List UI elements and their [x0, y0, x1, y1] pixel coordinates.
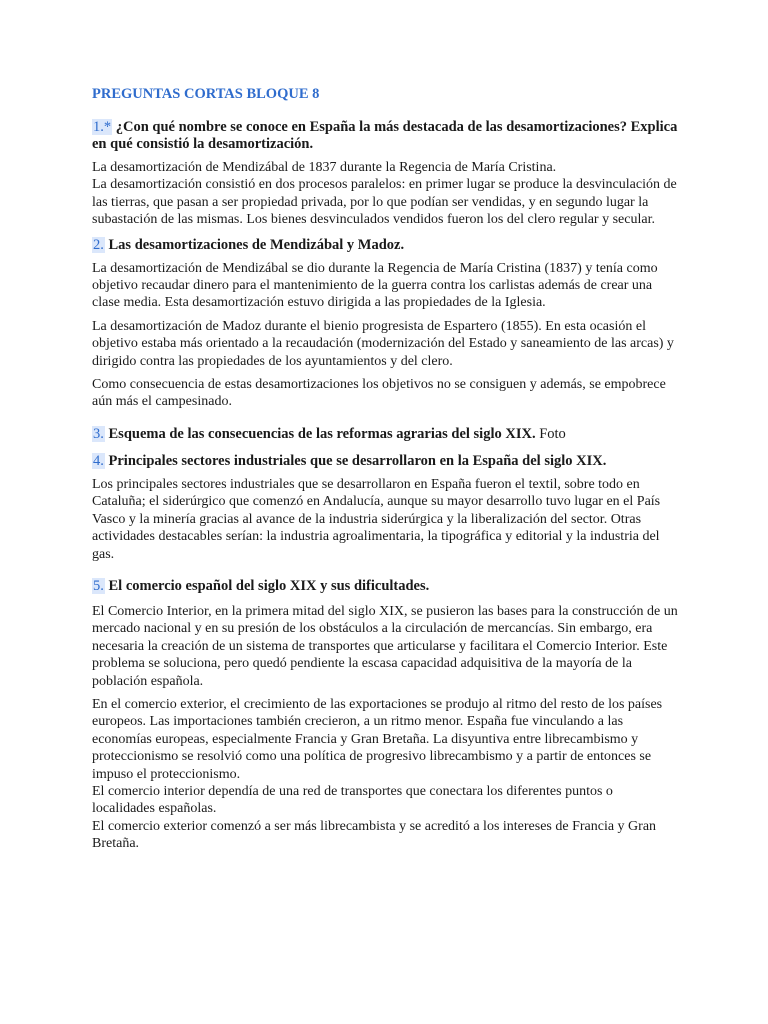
question-number: 2.: [93, 236, 104, 253]
question-text: ¿Con qué nombre se conoce en España la más destacada de las desamortizaciones? Explica en qué consistió la desamortización.: [92, 119, 678, 152]
question-2: [92, 237, 678, 254]
question-number: 4.: [93, 452, 104, 469]
question-block-5: [92, 578, 678, 853]
question-block-3: [92, 426, 678, 443]
question-number: 5.: [93, 577, 104, 594]
question-3: [92, 426, 678, 443]
question-block-2: [92, 237, 678, 411]
answer-paragraph: La desamortización de Mendizábal de 1837 durante la Regencia de María Cristina. La desamortización consistió en dos procesos paralelos: en primer lugar se produce la desvinculación de las tierras, que pasan a ser propiedad privada, por lo que podían ser vendidas, y en segundo lugar la subastación de las mismas. Los bienes desvinculados vendidos fueron los del clero regular y secular.: [92, 160, 677, 228]
answer-paragraph: El Comercio Interior, en la primera mitad del siglo XIX, se pusieron las bases para la construcción de un mercado nacional y en su presión de los obstáculos a la circulación de mercancías. Sin embargo, era necesaria la creación de un sistema de transportes que articularse y facilitara el Comercio Interior. Este problema se soluciona, pero quedó pendiente la escasa capacidad adquisitiva de la mayoría de la población española.: [92, 603, 678, 689]
question-note: Foto: [535, 425, 566, 442]
question-block-1: [92, 119, 678, 229]
answer-paragraph: En el comercio exterior, el crecimiento de las exportaciones se produjo al ritmo del resto de los países europeos. Las importaciones también crecieron, a un ritmo menor. España fue vinculando a las economías europeas, especialmente Francia y Gran Bretaña. La disyuntiva entre librecambismo y proteccionismo se resolvió como una política de progresivo librecambismo y a partir de entonces se impuso el proteccionismo. El comercio interior dependía de una red de transportes que conectara los diferentes puntos o localidades españolas. El comercio exterior comenzó a ser más librecambista y se acreditó a los intereses de Francia y Gran Bretaña.: [92, 696, 663, 852]
document-page: [92, 84, 678, 861]
question-number: 3.: [93, 425, 104, 442]
answer-paragraph: La desamortización de Mendizábal se dio durante la Regencia de María Cristina (1837) y tenía como objetivo recaudar dinero para el mantenimiento de la guerra contra los carlistas además de crear una clase media. Esta desamortización estuvo dirigida a las propiedades de la Iglesia.: [92, 260, 658, 311]
question-5: [92, 578, 678, 595]
answer-paragraph: La desamortización de Madoz durante el bienio progresista de Espartero (1855). En esta ocasión el objetivo estaba más orientado a la recaudación (modernización del Estado y saneamiento de las arcas) y dirigido contra las propiedades de los ayuntamientos y del clero.: [92, 318, 674, 369]
answer-paragraph: Como consecuencia de estas desamortizaciones los objetivos no se consiguen y además, se empobrece aún más el campesinado.: [92, 377, 666, 410]
document-title: PREGUNTAS CORTAS BLOQUE 8: [92, 86, 320, 102]
question-number: 1.*: [93, 119, 112, 135]
question-4: [92, 453, 678, 470]
question-text: Principales sectores industriales que se desarrollaron en la España del siglo XIX.: [108, 452, 607, 469]
question-text: Las desamortizaciones de Mendizábal y Madoz.: [108, 236, 405, 253]
question-1: [92, 119, 678, 153]
question-text: Esquema de las consecuencias de las reformas agrarias del siglo XIX.: [108, 425, 536, 442]
question-text: El comercio español del siglo XIX y sus dificultades.: [108, 577, 430, 594]
answer-paragraph: Los principales sectores industriales que se desarrollaron en España fueron el textil, sobre todo en Cataluña; el siderúrgico que comenzó en Andalucía, aunque su mayor desarrollo tuvo lugar en el País Vasco y la minería gracias al avance de la industria siderúrgica y la liberalización del sector. Otras actividades destacables serían: la industria agroalimentaria, la tipográfica y editorial y la industria del gas.: [92, 476, 661, 562]
question-block-4: [92, 453, 678, 563]
